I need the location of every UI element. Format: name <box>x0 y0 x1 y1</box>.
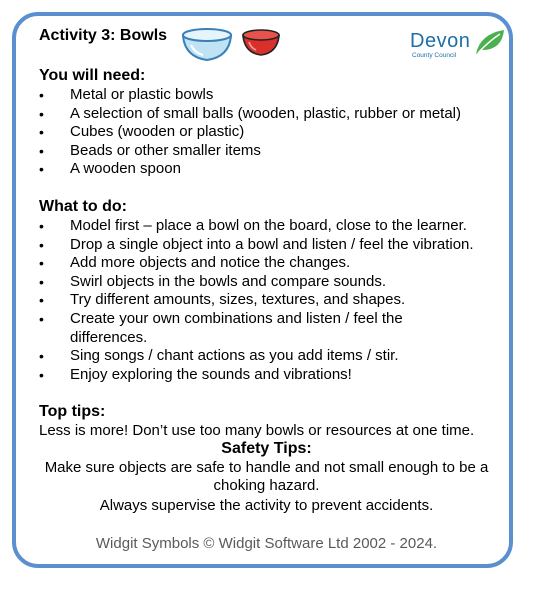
list-item: • Try different amounts, sizes, textures, and shapes. <box>39 291 494 310</box>
glass-bowl-icon <box>181 27 233 63</box>
you-will-need-list <box>39 86 499 179</box>
safety-tip-2: Always supervise the activity to prevent accidents. <box>99 497 434 514</box>
top-tips-heading: Top tips: <box>39 403 106 420</box>
list-item: • Add more objects and notice the changes. <box>39 254 494 273</box>
what-to-do-heading: What to do: <box>39 198 127 215</box>
what-to-do-list <box>39 217 494 384</box>
list-item: • Beads or other smaller items <box>39 142 499 161</box>
list-item: • Metal or plastic bowls <box>39 86 499 105</box>
page-title: Activity 3: Bowls <box>39 27 168 44</box>
logo-name: Devon <box>410 30 471 52</box>
list-item: • Sing songs / chant actions as you add items / stir. <box>39 347 494 366</box>
logo-subtitle: County Council <box>412 52 457 59</box>
you-will-need-heading: You will need: <box>39 67 146 84</box>
list-item: • A selection of small balls (wooden, plastic, rubber or metal) <box>39 105 499 124</box>
top-tips-text: Less is more! Don’t use too many bowls or resources at one time. <box>39 422 475 439</box>
safety-tip-1: Make sure objects are safe to handle and not small enough to be a choking hazard. <box>44 459 489 495</box>
list-item: • Model first – place a bowl on the board, close to the learner. <box>39 217 494 236</box>
list-item: • Cubes (wooden or plastic) <box>39 123 499 142</box>
list-item: • A wooden spoon <box>39 160 499 179</box>
red-bowl-icon <box>241 28 281 58</box>
devon-county-council-logo <box>410 30 505 62</box>
list-item: • Enjoy exploring the sounds and vibrations! <box>39 366 494 385</box>
widgit-copyright: Widgit Symbols © Widgit Software Ltd 2002 - 2024. <box>95 535 438 552</box>
list-item: • Drop a single object into a bowl and listen / feel the vibration. <box>39 236 494 255</box>
list-item: • Swirl objects in the bowls and compare sounds. <box>39 273 494 292</box>
list-item: • Create your own combinations and listen / feel the differences. <box>39 310 425 347</box>
leaf-icon <box>474 28 506 56</box>
safety-tips-heading: Safety Tips: <box>221 440 312 457</box>
